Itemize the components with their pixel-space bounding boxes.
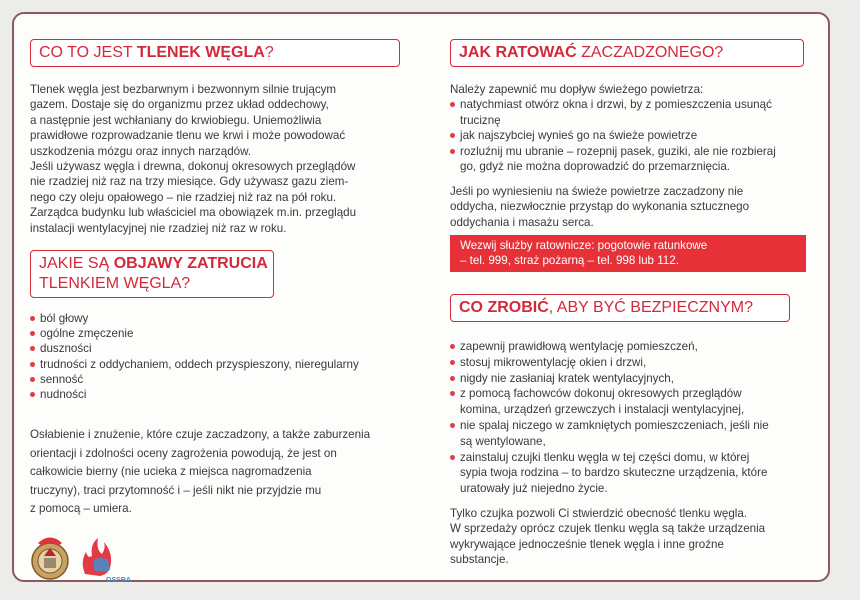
text-line: rozluźnij mu ubranie – rozepnij pasek, guziki, ale nie rozbieraj (460, 144, 776, 158)
list-item (450, 450, 812, 497)
text-line: sypia twoja rodzina – to bardzo skuteczne urządzenia, które (460, 466, 768, 480)
heading-text: TLENKIEM WĘGLA? (39, 275, 191, 292)
rescue-intro (450, 82, 810, 97)
emergency-numbers-box (450, 235, 806, 272)
list-item (450, 386, 812, 418)
text-line: W sprzedaży oprócz czujek tlenku węgla są także urządzenia (450, 522, 766, 536)
leaflet-page (12, 12, 830, 582)
list-item (450, 144, 812, 175)
text-line: oddycha, niezwłocznie przystąp do wykonania sztucznego (450, 200, 750, 214)
text-line: truczyny), traci przytomność i – jeśli nikt nie przyjdzie mu (30, 483, 322, 497)
list-item: trudności z oddychaniem, oddech przyspieszony, nieregularny (30, 357, 410, 372)
text-line: uszkodzenia mózgu oraz innych narządów. (30, 144, 252, 158)
heading-what-is-co (30, 39, 400, 67)
text-line: Tylko czujka pozwoli Ci stwierdzić obecność tlenku węgla. (450, 507, 748, 520)
text-line: instalacji wentylacyjnej nie rzadziej niż raz w roku. (30, 221, 287, 235)
text-line: jak najszybciej wynieś go na świeże powietrze (460, 129, 698, 143)
ossra-logo-icon (83, 538, 131, 584)
text-line: substancje. (450, 553, 509, 567)
list-item (450, 418, 812, 450)
text-line: go, gdyż nie można doprowadzić do przemarznięcia. (460, 160, 731, 174)
rescue-steps (450, 97, 812, 175)
heading-symptoms (30, 250, 274, 298)
text-line: komina, urządzeń grzewczych i instalacji wentylacyjnej, (460, 403, 745, 417)
text-line: Tlenek węgla jest bezbarwnym i bezwonnym silnie trującym (30, 83, 337, 96)
heading-text: , ABY BYĆ BEZPIECZNYM? (548, 299, 753, 316)
text-line: nie spalaj niczego w zamkniętych pomieszczeniach, jeśli nie (460, 418, 769, 432)
list-item (450, 339, 812, 355)
text-line: nego czy oleju opałowego – nie rzadziej niż raz na pół roku. (30, 190, 337, 204)
text-line: z pomocą – umiera. (30, 502, 132, 516)
text-line: prawidłowe rozprowadzanie tlenu we krwi i może powodować (30, 129, 346, 143)
text-line: – tel. 999, straż pożarną – tel. 998 lub 112. (460, 254, 679, 268)
heading-be-safe (450, 294, 790, 322)
heading-text: CO TO JEST (39, 44, 137, 61)
text-line: Jeśli używasz węgla i drewna, dokonuj okresowych przeglądów (30, 160, 356, 174)
symptoms-description (30, 426, 402, 519)
text-line: Osłabienie i znużenie, które czuje zaczadzony, a także zaburzenia (30, 428, 371, 441)
symptoms-list (30, 311, 410, 402)
fire-brigade-emblem-icon (32, 538, 68, 580)
heading-bold-text: OBJAWY ZATRUCIA (113, 255, 268, 272)
text-line: stosuj mikrowentylację okien i drzwi, (460, 355, 647, 369)
list-item: ból głowy (30, 311, 410, 326)
logo-text: OSSRA (106, 577, 131, 584)
text-line: Jeśli po wyniesieniu na świeże powietrze zaczadzony nie (450, 185, 744, 198)
text-line: zainstaluj czujki tlenku węgla w tej części domu, w której (460, 450, 750, 464)
text-line: Należy zapewnić mu dopływ świeżego powietrza: (450, 83, 704, 96)
text-line: a następnie jest wchłaniany do krwiobiegu. Uniemożliwia (30, 113, 322, 127)
text-line: truciznę (460, 113, 501, 127)
text-line: całkowicie bierny (nie ucieka z miejsca nagromadzenia (30, 465, 312, 479)
heading-bold-text: TLENEK WĘGLA (136, 44, 265, 61)
text-line: są wentylowane, (460, 434, 546, 448)
list-item (450, 97, 812, 128)
text-line: nie rzadziej niż raz na trzy miesiące. Gdy używasz gazu ziem- (30, 175, 349, 189)
rescue-cpr-text (450, 184, 810, 230)
heading-text: ZACZADZONEGO? (576, 44, 724, 61)
heading-text: JAKIE SĄ (39, 255, 114, 272)
text-line: z pomocą fachowców dokonuj okresowych przeglądów (460, 387, 742, 401)
text-line: oddychania i masażu serca. (450, 215, 594, 229)
list-item: nudności (30, 387, 410, 402)
list-item (450, 371, 812, 387)
text-line: Wezwij służby ratownicze: pogotowie ratunkowe (460, 239, 708, 252)
safety-tips (450, 339, 812, 497)
list-item: duszności (30, 341, 410, 356)
heading-bold-text: CO ZROBIĆ (459, 299, 549, 316)
text-line: uratowały już niejedno życie. (460, 482, 608, 496)
list-item (450, 355, 812, 371)
text-line: natychmiast otwórz okna i drzwi, by z pomieszczenia usunąć (460, 98, 772, 111)
co-description (30, 82, 402, 236)
text-line: nigdy nie zasłaniaj kratek wentylacyjnych, (460, 371, 674, 385)
text-line: Zarządca budynku lub właściciel ma obowiązek m.in. przeglądu (30, 206, 357, 220)
text-line: orientacji i zdolności oceny zagrożenia powodują, że jest on (30, 446, 337, 460)
heading-how-to-rescue (450, 39, 804, 67)
heading-bold-text: JAK RATOWAĆ (459, 44, 577, 61)
heading-text: ? (264, 44, 274, 61)
list-item: ogólne zmęczenie (30, 326, 410, 341)
text-line: zapewnij prawidłową wentylację pomieszczeń, (460, 340, 698, 353)
list-item: senność (30, 372, 410, 387)
list-item (450, 128, 812, 144)
text-line: gazem. Dostaje się do organizmu przez układ oddechowy, (30, 98, 329, 112)
text-line: wykrywające jednocześnie tlenek węgla i inne groźne (450, 537, 724, 551)
detector-info (450, 506, 810, 568)
logos (30, 534, 140, 584)
